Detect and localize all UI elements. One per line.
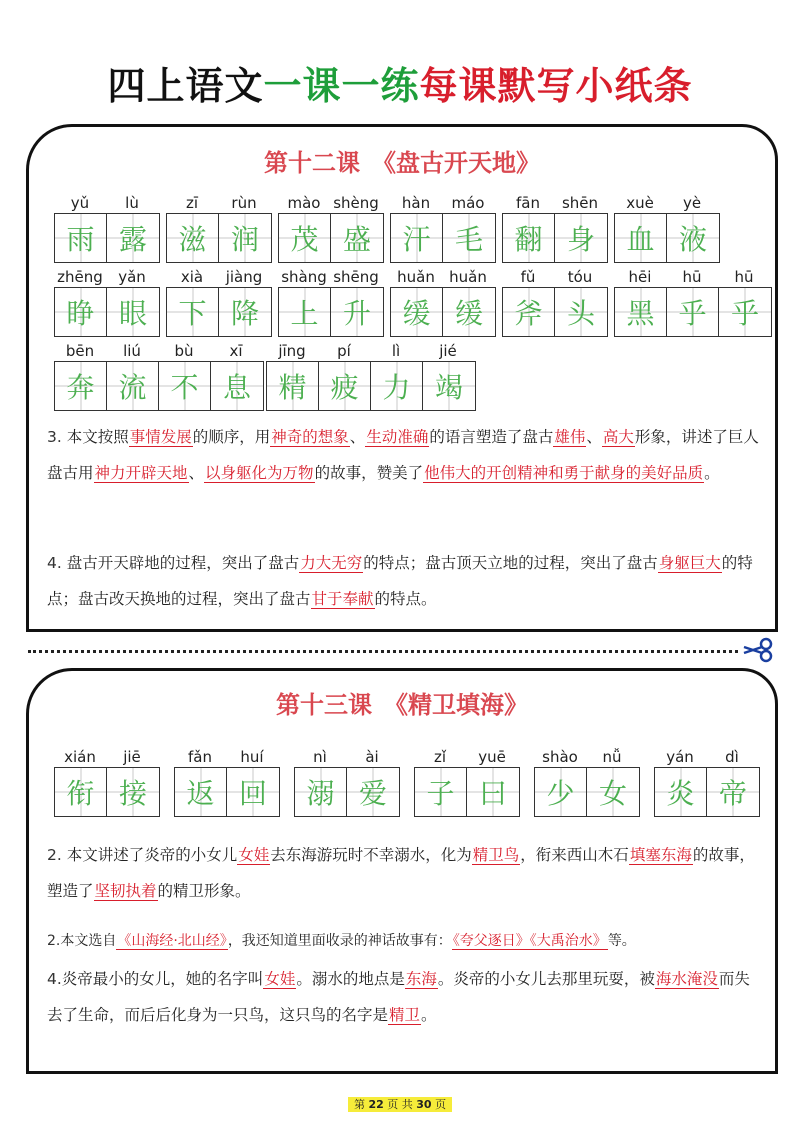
- lesson-13-q4: [47, 961, 763, 1033]
- char-box: [503, 214, 555, 262]
- hanzi: 升: [342, 297, 371, 330]
- pinyin: shēng: [333, 268, 379, 286]
- pinyin: shèng: [333, 194, 379, 212]
- word-group: [266, 341, 476, 411]
- answer: 女娃: [238, 846, 270, 864]
- text: 本文讲述了炎帝的小女儿: [66, 846, 238, 864]
- hanzi: 汗: [402, 223, 431, 256]
- word-group: [614, 267, 772, 337]
- answer: 以身躯化为万物: [205, 464, 314, 482]
- hanzi: 降: [230, 297, 259, 330]
- pinyin: mào: [287, 194, 321, 212]
- hanzi: 身: [566, 223, 595, 256]
- pinyin: hū: [734, 268, 754, 286]
- char-box: [347, 768, 399, 816]
- char-box: [555, 288, 607, 336]
- hanzi: 少: [546, 777, 575, 810]
- hanzi: 力: [382, 371, 411, 404]
- answer: 雄伟: [554, 428, 586, 446]
- hanzi: 下: [178, 297, 207, 330]
- text: 的故事，赞美了: [314, 464, 424, 482]
- char-box: [55, 768, 107, 816]
- page-title: [0, 55, 800, 110]
- answer: 女娃: [264, 970, 296, 988]
- pinyin: zī: [185, 194, 199, 212]
- word-group: [54, 193, 160, 263]
- pinyin: nǚ: [602, 748, 622, 766]
- word-group: [54, 267, 160, 337]
- pinyin: xià: [180, 268, 204, 286]
- pinyin: shēn: [561, 194, 599, 212]
- pinyin: xuè: [626, 194, 654, 212]
- hanzi: 爱: [358, 777, 387, 810]
- lesson-12-q3: [47, 419, 763, 491]
- answer: 神奇的想象: [271, 428, 349, 446]
- answer: 身躯巨大: [658, 554, 721, 572]
- hanzi: 露: [118, 223, 147, 256]
- hanzi: 不: [170, 371, 199, 404]
- word-group: [502, 267, 608, 337]
- char-box: [615, 214, 667, 262]
- text: 、: [349, 428, 366, 446]
- char-box: [467, 768, 519, 816]
- pinyin: bēn: [65, 342, 95, 360]
- hanzi: 接: [118, 777, 147, 810]
- word-group: [390, 193, 496, 263]
- pinyin: fǔ: [520, 268, 536, 286]
- hanzi: 疲: [330, 371, 359, 404]
- answer: 精卫鸟: [472, 846, 520, 864]
- text: 第: [353, 1098, 365, 1111]
- answer: 海水淹没: [655, 970, 718, 988]
- hanzi: 溺: [306, 777, 335, 810]
- hanzi: 返: [186, 777, 215, 810]
- word-group: [166, 267, 272, 337]
- pinyin: huǎn: [397, 268, 435, 286]
- char-box: [175, 768, 227, 816]
- pinyin: liú: [123, 342, 141, 360]
- char-box: [555, 214, 607, 262]
- word-group: [174, 747, 280, 817]
- text: 的特点；盘古顶天立地的过程，突出了盘古: [363, 554, 658, 572]
- hanzi: 缓: [454, 297, 483, 330]
- text: 、: [586, 428, 602, 446]
- char-box: [443, 214, 495, 262]
- text: 的精卫形象。: [157, 882, 251, 900]
- word-group: [502, 193, 608, 263]
- q-number: 4.: [47, 554, 62, 572]
- hanzi: 血: [626, 223, 655, 256]
- text: ，衔来西山木石: [520, 846, 629, 864]
- text: 的顺序，用: [192, 428, 271, 446]
- word-group: [54, 747, 160, 817]
- page-indicator: [348, 1097, 452, 1112]
- pinyin: jié: [439, 342, 457, 360]
- answer: 生动准确: [366, 428, 429, 446]
- cut-line: [28, 650, 738, 653]
- hanzi: 润: [230, 223, 259, 256]
- title-part-3: 每课默写小纸条: [419, 64, 693, 108]
- hanzi: 黑: [626, 297, 655, 330]
- text: 。: [421, 1006, 437, 1024]
- text: 页 共: [387, 1098, 413, 1111]
- lesson-13-q2b: [47, 923, 763, 959]
- answer: 精卫: [389, 1006, 421, 1024]
- pinyin: shàng: [281, 268, 327, 286]
- char-box: [667, 214, 719, 262]
- pinyin: jiàng: [225, 268, 263, 286]
- char-box: [55, 214, 107, 262]
- pinyin: bù: [174, 342, 194, 360]
- hanzi: 滋: [178, 223, 207, 256]
- hanzi: 子: [426, 777, 455, 810]
- char-box: [655, 768, 707, 816]
- page-footer: [0, 1093, 800, 1112]
- text: 本文选自: [60, 933, 117, 949]
- char-box: [391, 214, 443, 262]
- word-group: [654, 747, 760, 817]
- pinyin: tóu: [567, 268, 593, 286]
- hanzi: 盛: [342, 223, 371, 256]
- scissors-icon: [742, 636, 776, 664]
- char-box: [55, 362, 107, 410]
- text: 炎帝最小的女儿，她的名字叫: [61, 970, 264, 988]
- char-box: [159, 362, 211, 410]
- hanzi: 流: [118, 371, 147, 404]
- char-box: [107, 214, 159, 262]
- answer: 东海: [405, 970, 437, 988]
- hanzi: 帝: [718, 777, 747, 810]
- q-number: 4.: [47, 970, 62, 988]
- answer: 事情发展: [129, 428, 192, 446]
- answer: 高大: [602, 428, 634, 446]
- text: ，我还知道里面收录的神话故事有：: [227, 933, 452, 949]
- char-box: [107, 362, 159, 410]
- char-box: [267, 362, 319, 410]
- pinyin: xián: [64, 748, 96, 766]
- char-box: [535, 768, 587, 816]
- char-box: [107, 768, 159, 816]
- pinyin: nì: [313, 748, 327, 766]
- pinyin: yǎn: [118, 268, 146, 286]
- hanzi: 乎: [730, 297, 759, 330]
- pinyin: yǔ: [70, 194, 90, 212]
- text: 的特点；盘古改天换地的过程，突出了盘古: [47, 554, 753, 608]
- hanzi: 翻: [514, 223, 543, 256]
- char-box: [279, 214, 331, 262]
- pinyin: jīng: [278, 342, 306, 360]
- hanzi: 曰: [478, 777, 507, 810]
- char-box: [331, 214, 383, 262]
- char-box: [423, 362, 475, 410]
- answer: 他伟大的开创精神和勇于献身的美好品质: [424, 464, 704, 482]
- char-box: [295, 768, 347, 816]
- text: 页: [435, 1098, 447, 1111]
- pinyin: zǐ: [433, 748, 447, 766]
- text: 等。: [607, 933, 636, 949]
- char-box: [211, 362, 263, 410]
- pinyin: huǎn: [449, 268, 487, 286]
- answer: 甘于奉献: [311, 590, 374, 608]
- lesson-13-q2a: [47, 837, 763, 909]
- pinyin: yè: [682, 194, 702, 212]
- answer: 填塞东海: [629, 846, 692, 864]
- pinyin: yán: [666, 748, 694, 766]
- char-box: [719, 288, 771, 336]
- word-group: [390, 267, 496, 337]
- lesson-12-title: 第十二课 《盘古开天地》: [264, 149, 540, 177]
- pinyin: yuē: [478, 748, 506, 766]
- hanzi: 雨: [66, 223, 95, 256]
- hanzi: 上: [290, 297, 319, 330]
- hanzi: 头: [566, 297, 595, 330]
- word-group: [414, 747, 520, 817]
- hanzi: 乎: [678, 297, 707, 330]
- char-box: [167, 214, 219, 262]
- word-group: [294, 747, 400, 817]
- current-page: 22: [368, 1098, 384, 1111]
- q-number: 3.: [47, 428, 62, 446]
- word-group: [166, 193, 272, 263]
- pinyin: lì: [391, 342, 401, 360]
- answer: 神力开辟天地: [94, 464, 188, 482]
- char-box: [55, 288, 107, 336]
- char-box: [319, 362, 371, 410]
- word-group: [278, 267, 384, 337]
- char-box: [415, 768, 467, 816]
- pinyin: lù: [125, 194, 139, 212]
- pinyin: hàn: [401, 194, 431, 212]
- hanzi: 息: [222, 371, 251, 404]
- lesson-12-q4: [47, 545, 763, 617]
- pinyin: fǎn: [188, 748, 212, 766]
- hanzi: 奔: [66, 371, 95, 404]
- hanzi: 眼: [118, 297, 147, 330]
- pinyin: máo: [451, 194, 485, 212]
- q-number: 2.: [47, 846, 62, 864]
- text: 。: [704, 464, 720, 482]
- hanzi: 衔: [66, 777, 95, 810]
- char-box: [219, 288, 271, 336]
- char-box: [587, 768, 639, 816]
- char-box: [279, 288, 331, 336]
- char-box: [219, 214, 271, 262]
- pinyin: shào: [542, 748, 578, 766]
- q-number: 2.: [47, 933, 61, 949]
- word-group: [614, 193, 720, 263]
- pinyin: hēi: [628, 268, 652, 286]
- text: 去东海游玩时不幸溺水，化为: [270, 846, 472, 864]
- hanzi: 毛: [454, 223, 483, 256]
- text: 的语言塑造了盘古: [429, 428, 554, 446]
- pinyin: zhēng: [57, 268, 103, 286]
- pinyin: jiē: [123, 748, 141, 766]
- lesson-13-title: 第十三课 《精卫填海》: [276, 691, 528, 719]
- hanzi: 茂: [290, 223, 319, 256]
- hanzi: 女: [598, 777, 627, 810]
- word-group: [54, 341, 264, 411]
- char-box: [667, 288, 719, 336]
- text: 。溺水的地点是: [296, 970, 405, 988]
- hanzi: 缓: [402, 297, 431, 330]
- pinyin: pí: [337, 342, 351, 360]
- answer: 力大无穷: [300, 554, 363, 572]
- text: 盘古开天辟地的过程，突出了盘古: [66, 554, 300, 572]
- hanzi: 炎: [666, 777, 695, 810]
- hanzi: 精: [278, 371, 307, 404]
- answer: 坚韧执着: [94, 882, 157, 900]
- pinyin: ài: [365, 748, 379, 766]
- char-box: [503, 288, 555, 336]
- lesson-13-card: [26, 668, 778, 1074]
- pinyin: xī: [229, 342, 243, 360]
- char-box: [707, 768, 759, 816]
- pinyin: dì: [725, 748, 739, 766]
- pinyin: huí: [240, 748, 264, 766]
- hanzi: 斧: [514, 297, 543, 330]
- title-part-1: 四上语文: [107, 64, 264, 108]
- lesson-12-card: [26, 124, 778, 632]
- char-box: [443, 288, 495, 336]
- text: 本文按照: [66, 428, 129, 446]
- answer: 《夸父逐日》《大禹治水》: [452, 933, 607, 949]
- word-group: [278, 193, 384, 263]
- pinyin: hū: [682, 268, 702, 286]
- text: 。炎帝的小女儿去那里玩耍，被: [437, 970, 655, 988]
- text: 、: [188, 464, 205, 482]
- text: 形象，讲述了巨人盘古用: [47, 428, 759, 482]
- char-box: [391, 288, 443, 336]
- char-box: [615, 288, 667, 336]
- text: 的故事，塑造了: [47, 846, 755, 900]
- pinyin: rùn: [231, 194, 257, 212]
- char-box: [167, 288, 219, 336]
- word-group: [534, 747, 640, 817]
- hanzi: 睁: [66, 297, 95, 330]
- total-pages: 30: [416, 1098, 432, 1111]
- char-box: [371, 362, 423, 410]
- text: 而失去了生命，而后后化身为一只鸟，这只鸟的名字是: [47, 970, 750, 1024]
- hanzi: 液: [678, 223, 707, 256]
- hanzi: 竭: [434, 371, 463, 404]
- pinyin: fān: [516, 194, 540, 212]
- title-part-2: 一课一练: [263, 64, 420, 108]
- answer: 《山海经·北山经》: [117, 933, 227, 949]
- char-box: [227, 768, 279, 816]
- text: 的特点。: [374, 590, 437, 608]
- char-box: [107, 288, 159, 336]
- char-box: [331, 288, 383, 336]
- hanzi: 回: [238, 777, 267, 810]
